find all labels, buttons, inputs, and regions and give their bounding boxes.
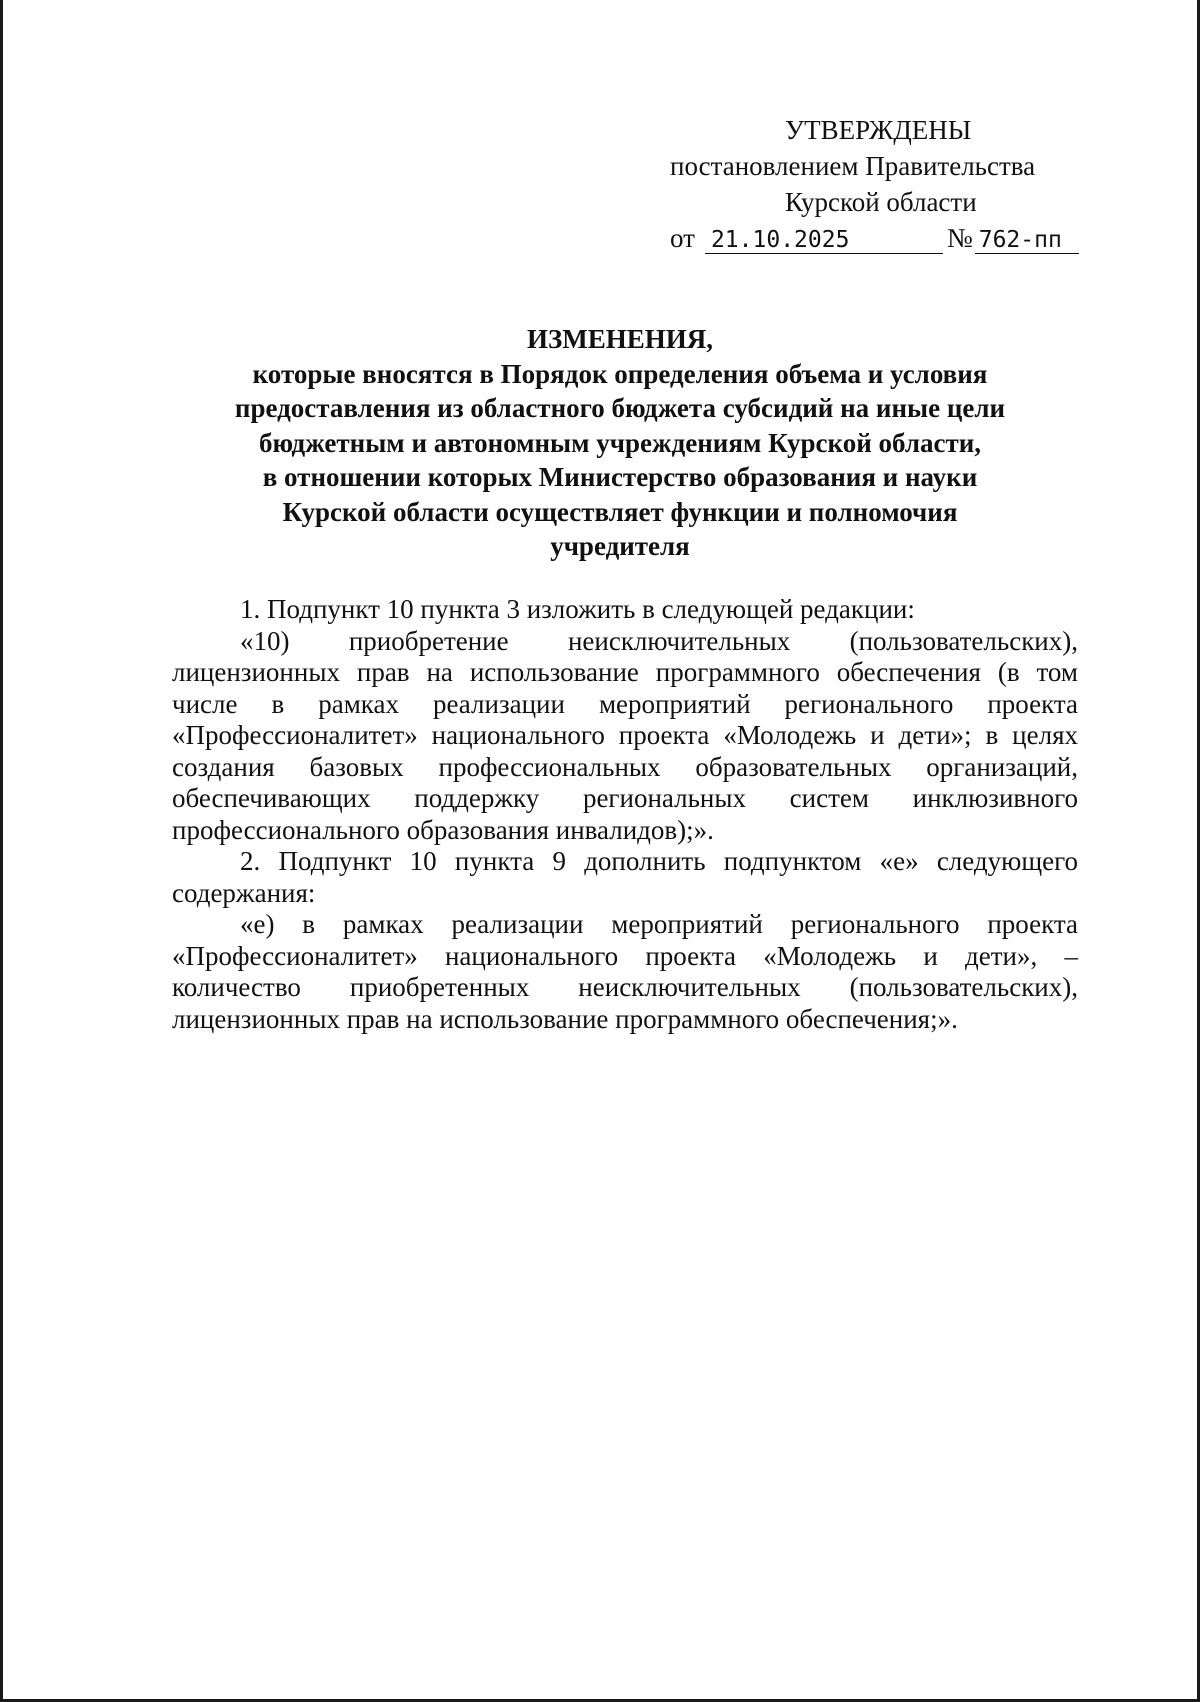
- subtitle-line: которые вносятся в Порядок определения объема и условия: [252, 358, 988, 389]
- subtitle-line: Курской области осуществляет функции и полномочия: [282, 496, 958, 527]
- approval-stamp: [640, 112, 1100, 256]
- paragraph: «е) в рамках реализации мероприятий регионального проекта «Профессионалитет» национального проекта «Молодежь и дети», – количество приобретенных неисключительных (пользовательских), лицензионных прав на использование программного обеспечения;».: [172, 909, 1078, 1034]
- approval-title: УТВЕРЖДЕНЫ: [785, 115, 972, 145]
- approval-authority: постановлением Правительства: [670, 151, 1036, 181]
- paragraph: 2. Подпункт 10 пункта 9 дополнить подпунктом «е» следующего содержания:: [172, 846, 1078, 908]
- subtitle-line: бюджетным и автономным учреждениям Курской области,: [258, 427, 982, 458]
- date-prefix: от: [670, 223, 695, 253]
- document-heading: [170, 322, 1070, 564]
- number-sign: №: [946, 223, 973, 253]
- scan-edge-left: [0, 0, 3, 1702]
- approval-region: Курской области: [785, 187, 977, 217]
- approval-number: 762-пп: [975, 227, 1079, 254]
- approval-date: 21.10.2025: [705, 227, 943, 254]
- paragraph: 1. Подпункт 10 пункта 3 изложить в следующей редакции:: [240, 594, 915, 624]
- subtitle-line: предоставления из областного бюджета субсидий на иные цели: [234, 393, 1006, 423]
- document-title: ИЗМЕНЕНИЯ,: [526, 324, 713, 354]
- subtitle-line: в отношении которых Министерство образования и науки: [262, 462, 978, 492]
- approval-date-line: [640, 220, 1100, 256]
- paragraph: «10) приобретение неисключительных (пользовательских), лицензионных прав на использование программного обеспечения (в том числе в рамках реализации мероприятий регионального проекта «Профессионалитет» национального проекта «Молодежь и дети»; в целях создания базовых профессиональных образовательных организаций, обеспечивающих поддержку региональных систем инклюзивного профессионального образования инвалидов);».: [172, 625, 1078, 845]
- subtitle-line: учредителя: [550, 531, 690, 561]
- document-body: [172, 594, 1078, 1035]
